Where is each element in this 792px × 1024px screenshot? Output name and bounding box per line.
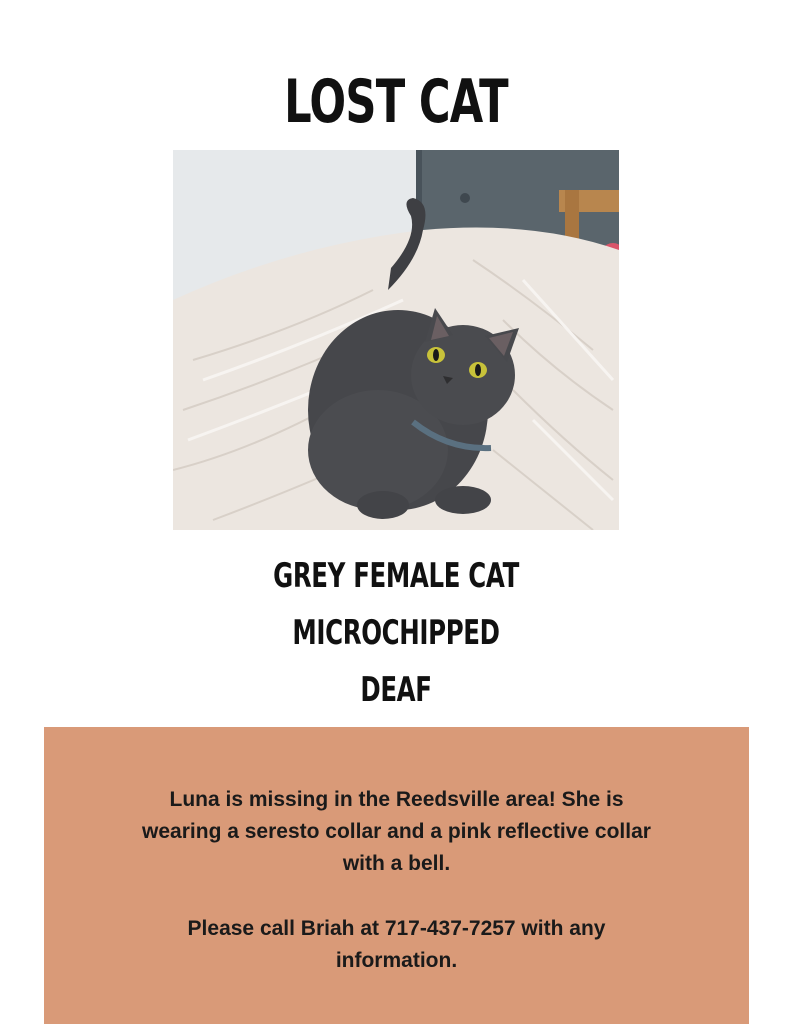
fact-description: GREY FEMALE CAT bbox=[273, 556, 519, 596]
fact-deaf: DEAF bbox=[360, 670, 432, 710]
missing-details-text: Luna is missing in the Reedsville area! She is wearing a seresto collar and a pink reflective collar with a bell. bbox=[142, 788, 651, 875]
contact-text: Please call Briah at 717-437-7257 with any information. bbox=[187, 917, 606, 972]
cat-facts bbox=[0, 548, 792, 719]
flyer-title: LOST CAT bbox=[284, 67, 508, 137]
fact-microchip: MICROCHIPPED bbox=[292, 613, 500, 653]
cat-photo bbox=[173, 150, 619, 530]
info-box bbox=[44, 727, 749, 1024]
